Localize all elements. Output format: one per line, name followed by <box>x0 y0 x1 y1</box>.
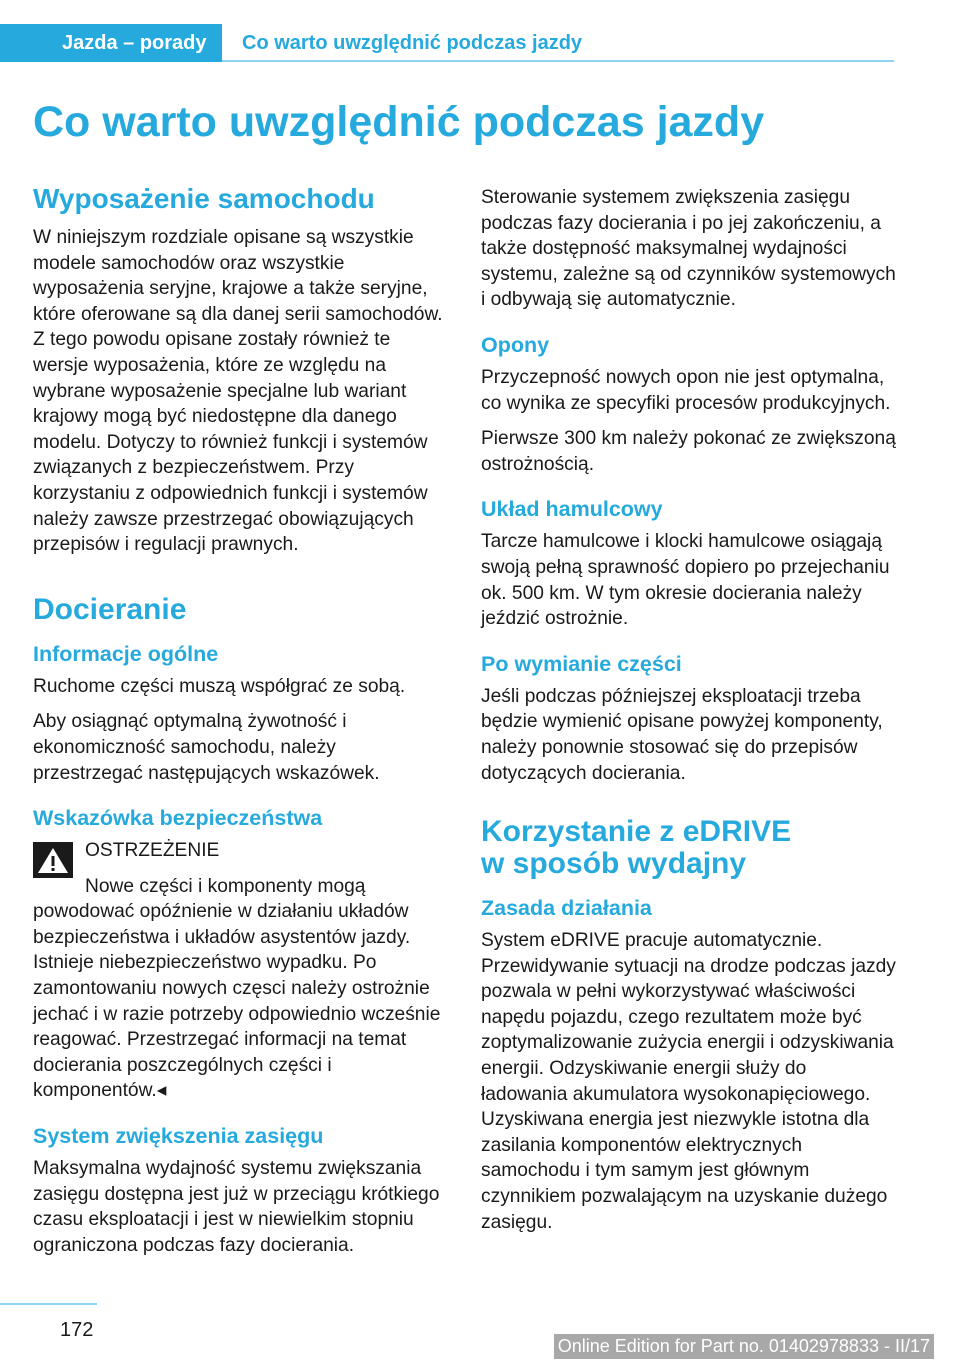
range-extender-heading: System zwiększenia zasięgu <box>33 1124 324 1149</box>
safety-heading: Wskazówka bezpieczeństwa <box>33 806 323 831</box>
general-info-heading: Informacje ogólne <box>33 641 219 666</box>
general-info-p1: Ruchome części muszą współgrać ze sobą. <box>33 675 406 697</box>
edition-footer: Online Edition for Part no. 01402978833 - II/17 <box>554 1334 934 1359</box>
tires-p2: Pierwsze 300 km należy pokonać ze zwiększoną ostrożnością. <box>481 428 896 475</box>
page-title: Co warto uwzględnić podczas jazdy <box>33 98 765 146</box>
warning-triangle-icon <box>33 842 73 878</box>
page-number: 172 <box>60 1319 94 1341</box>
brakes-text: Tarcze hamulcowe i klocki hamulcowe osiągają swoją pełną sprawność dopiero po przejechaniu ok. 500 km. W tym okresie docierania należy jeździć ostrożnie. <box>481 531 890 630</box>
breadcrumb: Co warto uwzględnić podczas jazdy <box>242 32 583 54</box>
range-extender-text: Maksymalna wydajność systemu zwiększania zasięgu dostępna jest już w przeciągu krótkiego czasu eksploatacji i jest w niewielkim stopniu ograniczona podczas fazy docierania. <box>33 1158 440 1256</box>
break-in-heading: Docieranie <box>33 592 187 626</box>
edrive-heading-line2: w sposób wydajny <box>481 847 747 881</box>
edrive-heading <box>481 816 896 880</box>
section-tab-label: Jazda – porady <box>62 32 207 54</box>
left-column <box>33 183 448 1268</box>
equipment-heading: Wyposażenie samochodu <box>33 183 375 214</box>
general-info-p2: Aby osiągnąć optymalną żywotność i ekonomiczność samochodu, należy przestrzegać następujących wskazówek. <box>33 711 380 784</box>
warning-label: OSTRZEŻENIE <box>85 840 220 862</box>
principle-text: System eDRIVE pracuje automatycznie. Przewidywanie sytuacji na drodze podczas jazdy pozwala w pełni wykorzystywać właściwości napędu pojazdu, czego rezultatem może być zoptymalizowanie zużycia energii i odzyskiwania energii. Odzyskiwanie energii służy do ładowania akumulatora wysokonapięciowego. Uzyskiwana energia jest niezwykle istotna dla zasilania komponentów elektrycznych samochodu i tym samym jest głównym czynnikiem pozwalającym na uzyskanie dużego zasięgu. <box>481 930 896 1233</box>
tires-heading: Opony <box>481 332 550 357</box>
footer-divider <box>0 1303 97 1305</box>
replacement-text: Jeśli podczas późniejszej eksploatacji trzeba będzie wymienić opisane powyżej komponenty, należy ponownie stosować się do przepisów dotyczących docierania. <box>481 685 883 784</box>
edrive-heading-line1: Korzystanie z eDRIVE <box>481 815 792 849</box>
header-divider <box>222 60 894 62</box>
warning-block <box>33 838 448 1104</box>
principle-heading: Zasada działania <box>481 896 652 921</box>
right-column <box>481 185 896 1245</box>
brakes-heading: Układ hamulcowy <box>481 497 663 522</box>
replacement-heading: Po wymianie części <box>481 651 682 676</box>
section-tab <box>0 24 222 62</box>
warning-text: Nowe części i komponenty mogą powodować opóźnienie w działaniu układów bezpieczeństwa i układów asystentów jazdy. Istnieje niebezpieczeństwo wypadku. Po zamontowaniu nowych częsci należy ostrożnie jechać i w razie potrzeby odpowiednio wcześnie reagować. Przestrzegać informacji na temat docierania poszczególnych części i komponentów.◂ <box>33 875 441 1102</box>
equipment-text: W niniejszym rozdziale opisane są wszystkie modele samochodów oraz wszystkie wyposażenia seryjne, krajowe a także seryjne, które oferowane są dla danej serii samochodów. Z tego powodu opisane zostały również te wersje wyposażenia, które ze względu na wybrane wyposażenie specjalne lub wariant krajowy mogą być niedostępne dla danego modelu. Dotyczy to również funkcji i systemów związanych z bezpieczeństwem. Przy korzystaniu z odpowiednich funkcji i systemów należy zawsze przestrzegać obowiązujących przepisów i regulacji prawnych. <box>33 227 443 556</box>
range-control-text: Sterowanie systemem zwiększenia zasięgu podczas fazy docierania i po jej zakończeniu, a także dostępność maksymalnej wydajności systemu, zależne są od czynników systemowych i odbywają się automatycznie. <box>481 187 896 311</box>
tires-p1: Przyczepność nowych opon nie jest optymalna, co wynika ze specyfiki procesów produkcyjnych. <box>481 366 891 414</box>
